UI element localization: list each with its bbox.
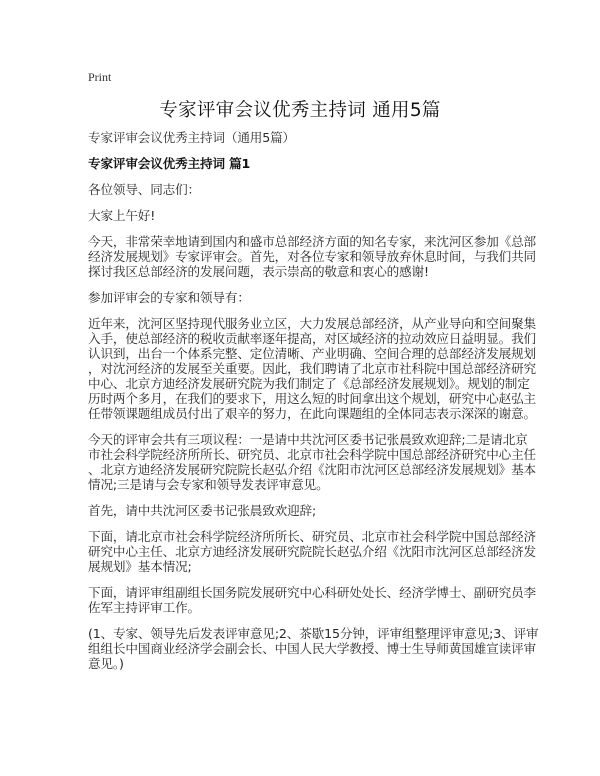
- paragraph-line: 佐军主持评审工作。: [88, 600, 200, 615]
- paragraph-line: ，对沈河经济的发展至关重要。因此，我们聘请了北京市社科院中国总部经济研究: [88, 361, 536, 376]
- paragraph-line: 研究中心主任、北京方迪经济发展研究院院长赵弘介绍《沈阳市沈河区总部经济发: [88, 544, 536, 559]
- paragraph-line: 认识到，出台一个体系完整、定位清晰、产业明确、空间合理的总部经济发展规划: [88, 346, 536, 361]
- paragraph-line: 经济发展规划》专家评审会。首先，对各位专家和领导放弃休息时间，与我们共同: [88, 249, 536, 264]
- paragraph-line: 下面，请北京市社会科学院经济所所长、研究员、北京市社会科学院中国总部经济: [88, 529, 536, 544]
- paragraph-line: 组组长中国商业经济学会副会长、中国人民大学教授、博士生导师黄国雄宣读评审: [88, 641, 536, 656]
- paragraph-line: 任带领课题组成员付出了艰辛的努力，在此向课题组的全体同志表示深深的谢意。: [88, 406, 536, 421]
- paragraph-line: 入手，使总部经济的税收贡献率逐年提高，对区域经济的拉动效应日益明显。我们: [88, 331, 536, 346]
- print-label: Print: [88, 70, 112, 84]
- paragraph-line: 各位领导、同志们：: [88, 182, 200, 197]
- paragraph-line: 市社会科学院经济所所长、研究员、北京市社会科学院中国总部经济研究中心主任: [88, 447, 536, 462]
- paragraph-first-speaker: [88, 503, 514, 518]
- paragraph-good-morning: [88, 208, 514, 223]
- paragraph-line: 参加评审会的专家和领导有：: [88, 290, 250, 305]
- section-heading: [88, 156, 514, 171]
- paragraph-line: 大家上午好!: [88, 208, 156, 223]
- paragraph-line: 展规划》基本情况;: [88, 559, 192, 574]
- paragraph-line: 中心、北京方迪经济发展研究院为我们制定了《总部经济发展规划》。规划的制定: [88, 376, 530, 391]
- paragraph-line: 意见。): [88, 656, 124, 671]
- document-body: [88, 130, 539, 682]
- paragraph-line: 首先，请中共沈河区委书记张晨致欢迎辞;: [88, 503, 317, 518]
- paragraph-attendees: [88, 290, 514, 305]
- paragraph-greeting: [88, 182, 514, 197]
- paragraph-line: 今天的评审会共有三项议程：一是请中共沈河区委书记张晨致欢迎辞;二是请北京: [88, 432, 528, 447]
- paragraph-line: 情况;三是请与会专家和领导发表评审意见。: [88, 477, 329, 492]
- document-subtitle: [88, 130, 514, 145]
- paragraph-line: 、北京方迪经济发展研究院院长赵弘介绍《沈阳市沈河区总部经济发展规划》基本: [88, 462, 536, 477]
- paragraph-review-procedure: [88, 626, 539, 671]
- paragraph-line: 历时两个多月，在我们的要求下，用这么短的时间拿出这个规划，研究中心赵弘主: [88, 391, 536, 406]
- paragraph-welcome: [88, 234, 536, 279]
- paragraph-second-speaker: [88, 529, 536, 574]
- section-heading-text: 专家评审会议优秀主持词 篇1: [88, 156, 251, 171]
- paragraph-agenda: [88, 432, 536, 492]
- paragraph-background: [88, 316, 536, 421]
- document-title: 专家评审会议优秀主持词 通用5篇: [159, 100, 441, 121]
- paragraph-line: 下面，请评审组副组长国务院发展研究中心科研处处长、经济学博士、副研究员李: [88, 585, 536, 600]
- paragraph-line: (1、专家、领导先后发表评审意见;2、茶歇15分钟，评审组整理评审意见;3、评审: [88, 626, 539, 641]
- paragraph-line: 近年来，沈河区坚持现代服务业立区，大力发展总部经济，从产业导向和空间聚集: [88, 316, 536, 331]
- paragraph-line: 今天，非常荣幸地请到国内和盛市总部经济方面的知名专家，来沈河区参加《总部: [88, 234, 536, 249]
- paragraph-review-host: [88, 585, 536, 615]
- paragraph-line: 探讨我区总部经济的发展问题，表示崇高的敬意和衷心的感谢!: [88, 264, 429, 279]
- subtitle-text: 专家评审会议优秀主持词（通用5篇）: [88, 130, 295, 145]
